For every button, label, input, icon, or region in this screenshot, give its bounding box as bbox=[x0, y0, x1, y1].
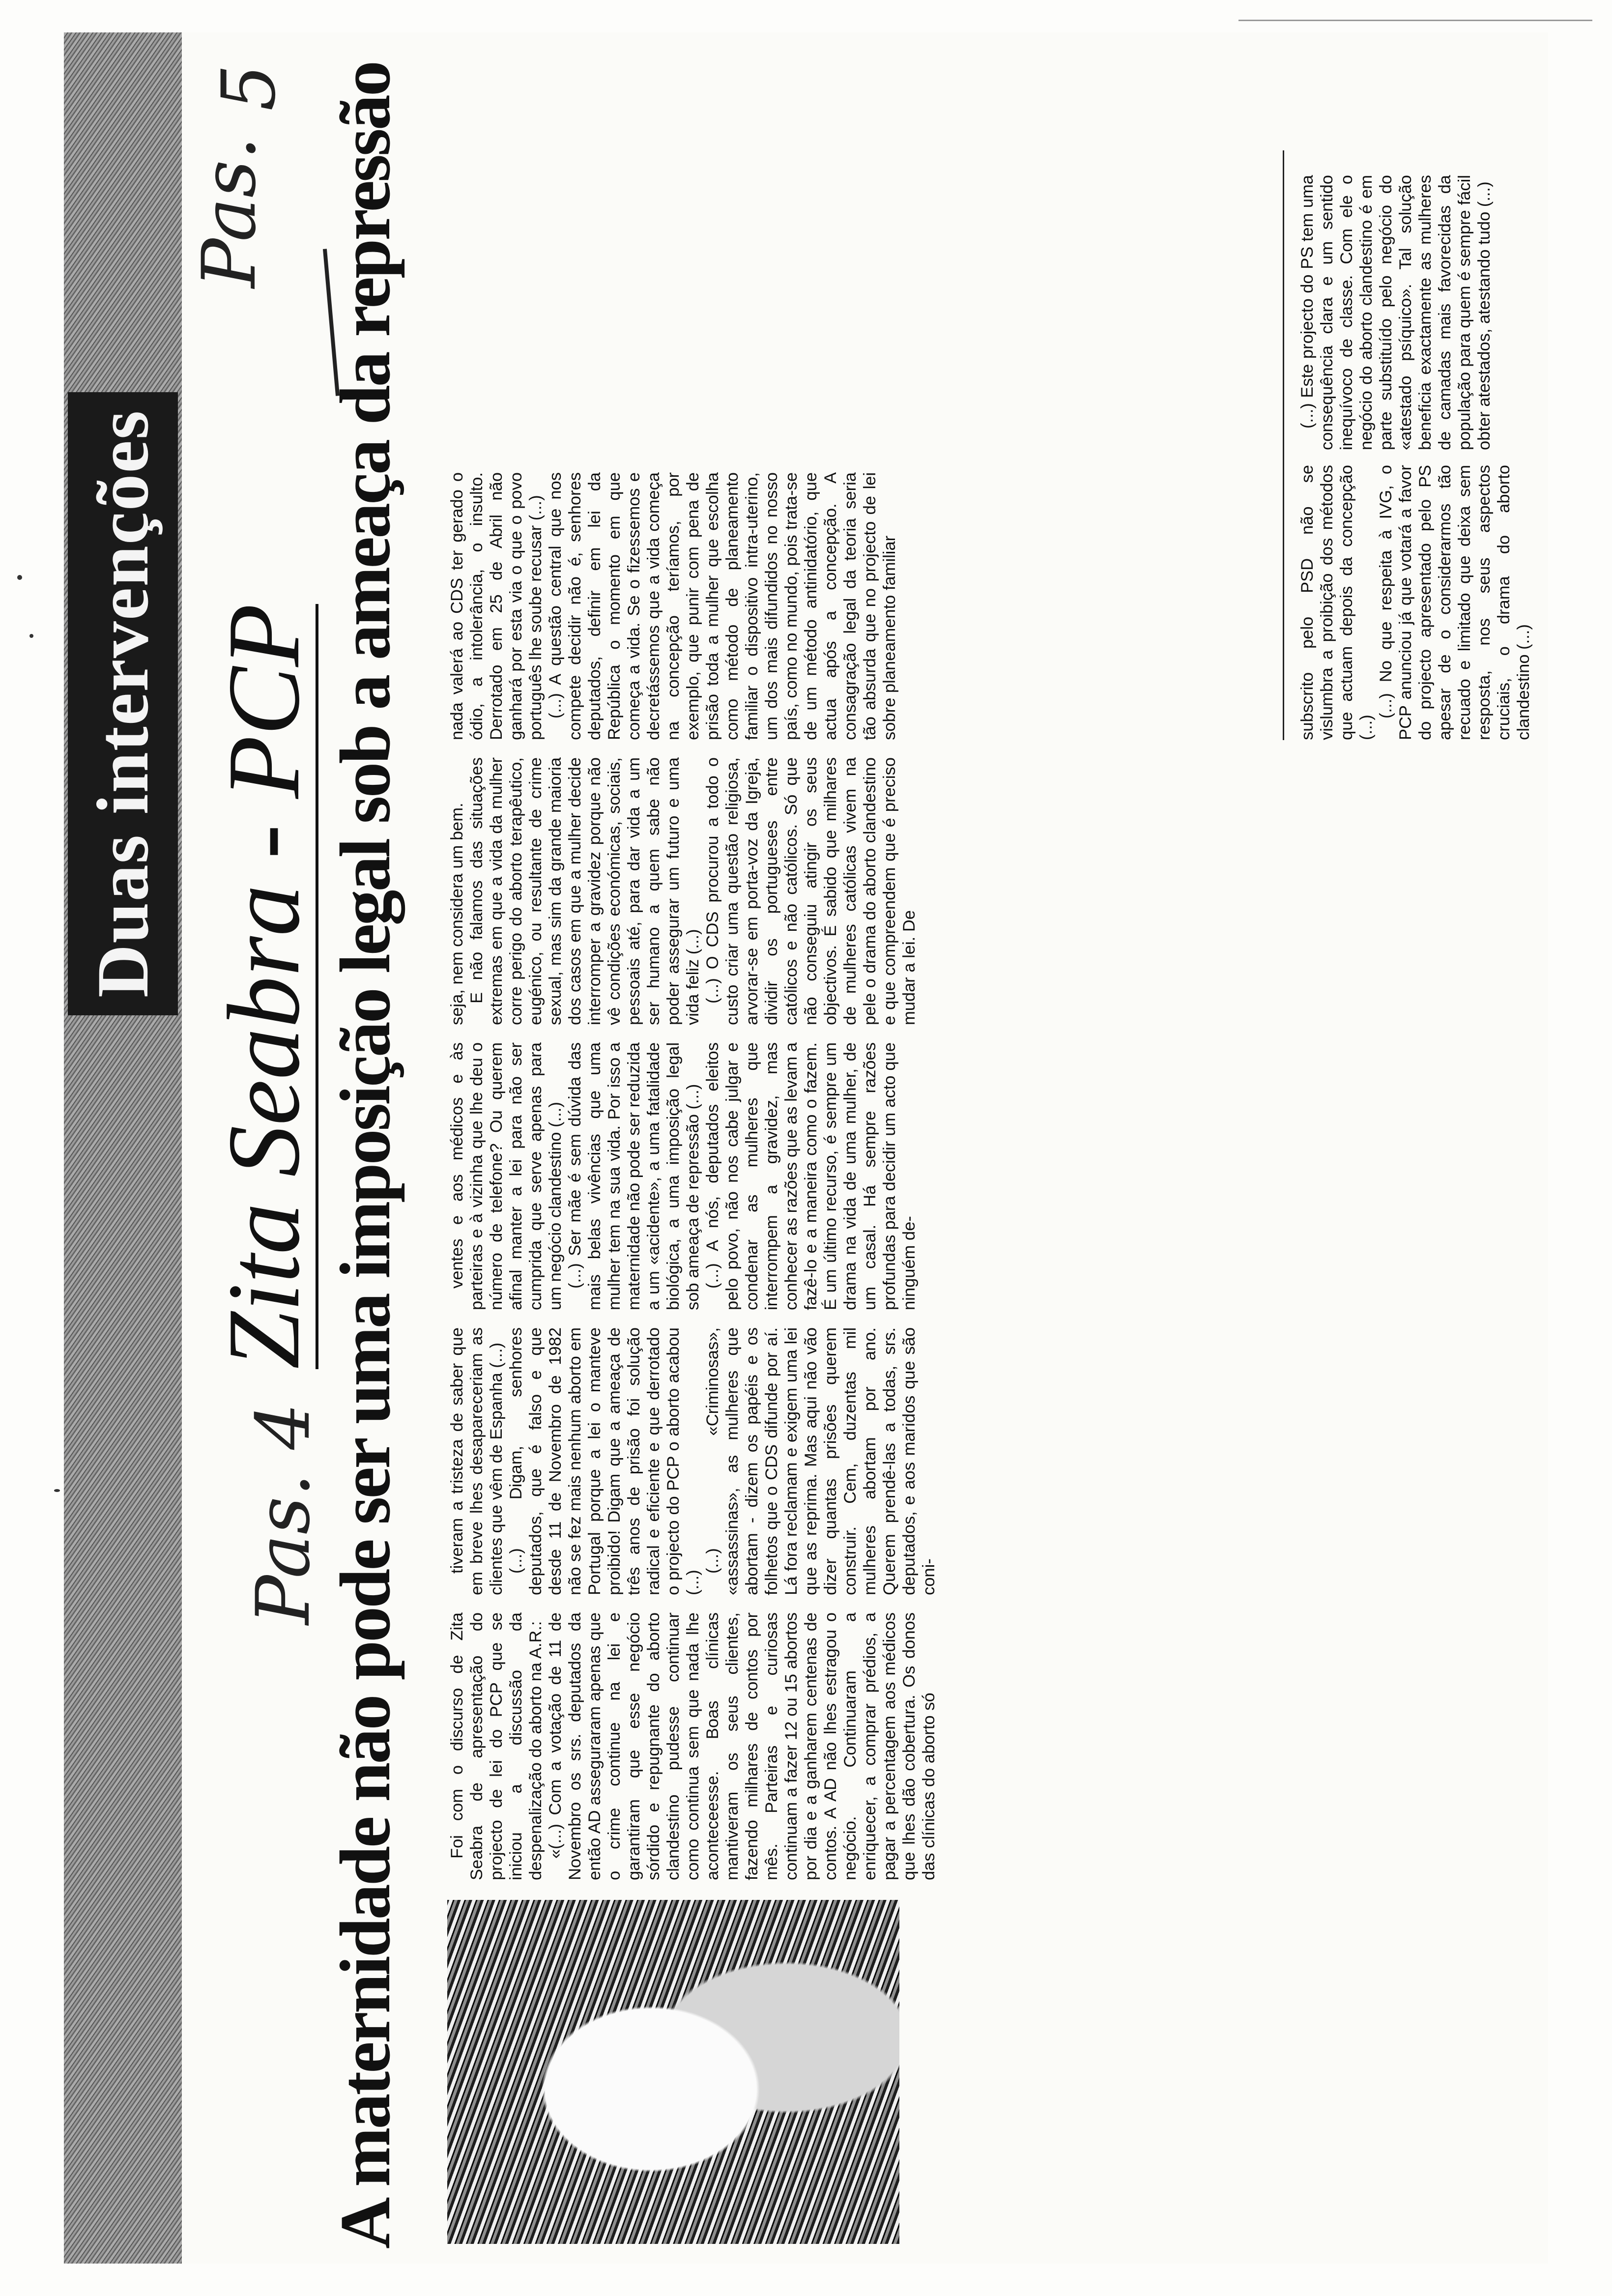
text-column-5 bbox=[447, 472, 1273, 740]
text-column-3 bbox=[447, 1042, 1273, 1310]
scan-speck bbox=[17, 575, 22, 580]
paragraph: (...) A nós, deputados eleitos pelo povo, não nos cabe julgar e condenar as mulheres que interrompem a gravidez, mas conhecer as razões que as levam a fazê-lo e a maneira como o fazem. É um último recurso, é sempre um drama na vida de uma mulher, de um casal. Há sempre razões profundas para decidir um acto que ninguém de- bbox=[703, 1042, 919, 1310]
paragraph: «(...) Com a votação de 11 de Novembro os srs. deputados da então AD asseguraram apenas que o crime continue na lei e garantiram que esse negócio sórdido e repugnante do aborto clandestino pudesse continuar como continua sem que nada lhe aconteceesse. Boas clínicas mantiveram os seus clientes, fazendo milhares de contos por mês. Parteiras e curiosas continuam a fazer 12 ou 15 abortos por dia e a ganharem centenas de contos. A AD não lhes estragou o negócio. Continuaram a enriquecer, a comprar prédios, a pagar a percentagem aos médicos que lhes dão cobertura. Os donos das clínicas do aborto só bbox=[546, 1612, 938, 1880]
kicker-box bbox=[68, 392, 178, 1015]
text-column-7 bbox=[1297, 175, 1543, 450]
column-divider bbox=[1283, 150, 1284, 740]
paragraph: (...) A questão central que nos compete decidir não é, senhores deputados, definir em lei da República o momento em que começa a vida. Se o fizessemos e decretássemos que a vida começa na concepção teríamos, por exemplo, que punir com pena de prisão toda a mulher que escolha como método de planeamento familiar o dispositivo intra-uterino, um dos mais difundidos no nosso país, como no mundo, pois trata-se de um método antinidatório, que actua após a concepção. A consagração legal da teoria seria tão absurda que no projecto de lei sobre planeamento familiar bbox=[546, 472, 899, 740]
handwritten-note-number: 5 bbox=[206, 64, 292, 111]
paragraph: (...) No que respeita à IVG, o PCP anunciou já que votará a favor do projecto apresentado pelo PS apesar de o considerarmos tão recuado e limitado que deixa sem resposta, nos seus aspectos cruciais, o drama do aborto clandestino (...) bbox=[1377, 465, 1533, 740]
kicker-title: Duas intervenções bbox=[82, 409, 164, 998]
paragraph: Foi com o discurso de Zita Seabra de apresentação do projecto de lei do PCP que se iniciou a discussão da despenalização do aborto na A.R.: bbox=[448, 1612, 545, 1880]
scan-edge-line bbox=[1238, 20, 1592, 21]
paragraph: subscrito pelo PSD não se vislumbra a proibição dos métodos que actuam depois da concepção (...) bbox=[1298, 465, 1376, 740]
paragraph: tiveram a tristeza de saber que em breve lhes desapareceriam as clientes que vêm de Espanha (...) bbox=[448, 1327, 506, 1595]
headline: A maternidade não pode ser uma imposição legal sob a ameaça da repressão bbox=[325, 62, 405, 2249]
paragraph: ventes e aos médicos e às parteiras e à vizinha que lhe deu o número de telefone? Ou querem afinal manter a lei para não ser cumprida que serve apenas para um negócio clandestino (...) bbox=[448, 1042, 565, 1310]
paragraph: nada valerá ao CDS ter gerado o ódio, a intolerância, o insulto. Derrotado em 25 de Abril não ganhará por esta via o que o povo português lhe soube recusar (...) bbox=[448, 472, 545, 740]
author-photo bbox=[447, 1900, 899, 2244]
paragraph: (...) O CDS procurou a todo o custo criar uma questão religiosa, arvorar-se em porta-voz da Igreja, dividir os portugueses entre católicos e não católicos. Só que não conseguiu atingir os seus objectivos. É sabido que milhares de mulheres católicas vivem na pele o drama do aborto clandestino e que compreendem que é preciso mudar a lei. De bbox=[703, 757, 919, 1025]
scan-speck bbox=[29, 634, 33, 638]
paragraph: seja, nem considera um bem. bbox=[448, 803, 466, 1025]
text-column-4 bbox=[447, 757, 1273, 1025]
handwritten-note-right: Pas. bbox=[187, 136, 272, 288]
text-column-6 bbox=[1297, 465, 1543, 740]
text-column-1 bbox=[447, 1612, 1273, 1880]
paragraph: E não falamos das situações extremas em que a vida da mulher corre perigo do aborto terapêutico, eugénico, ou resultante de crime sexual, mas sim da grande maioria dos casos em que a mulher decide interromper a gravidez porque não vê condições económicas, sociais, pessoais até, para dar vida a um ser humano a quem sabe não poder assegurar um futuro e uma vida feliz (...) bbox=[467, 757, 702, 1025]
byline-wrap bbox=[202, 604, 329, 1369]
text-column-2 bbox=[447, 1327, 1273, 1595]
kicker-band bbox=[64, 32, 182, 2264]
scan-speck bbox=[54, 1489, 60, 1492]
paragraph: (...) Ser mãe é sem dúvida das mais belas vivências que uma mulher tem na sua vida. Por isso a maternidade não pode ser reduzida a um «acidente», a uma fatalidade biológica, a uma imposição legal sob ameaça de repressão (...) bbox=[566, 1042, 702, 1310]
handwritten-note-left: Pas. 4 bbox=[241, 1403, 326, 1625]
paragraph: (...) Este projecto do PS tem uma consequência clara e um sentido inequívoco de classe. Com ele o negócio do aborto clandestino é em parte substituído pelo negócio do «atestado psíquico». Tal solução beneficia exactamente as mulheres de camadas mais favorecidas da população para quem é sempre fácil obter atestados, atestando tudo (...) bbox=[1298, 175, 1494, 450]
paragraph: (...) Digam, senhores deputados, que é falso e que desde 11 de Novembro de 1982 não se fez mais nenhum aborto em Portugal porque a lei o manteve proibido! Digam que a ameaça de três anos de prisão foi solução radical e eficiente e que derrotado o projecto do PCP o aborto acabou (...) bbox=[507, 1327, 702, 1595]
paragraph: (...) «Criminosas», «assassinas», as mulheres que abortam - dizem os papéis e os folhetos que o CDS difunde por aí. Lá fora reclamam e exigem uma lei que as reprima. Mas aqui não vão dizer quantas prisões querem construir. Cem, duzentas mil mulheres abortam por ano. Querem prendê-las a todas, srs. deputados, e aos maridos que são coni- bbox=[703, 1327, 938, 1595]
newspaper-clipping bbox=[64, 32, 1548, 2264]
author-byline: Zita Seabra - PCP bbox=[207, 603, 321, 1369]
